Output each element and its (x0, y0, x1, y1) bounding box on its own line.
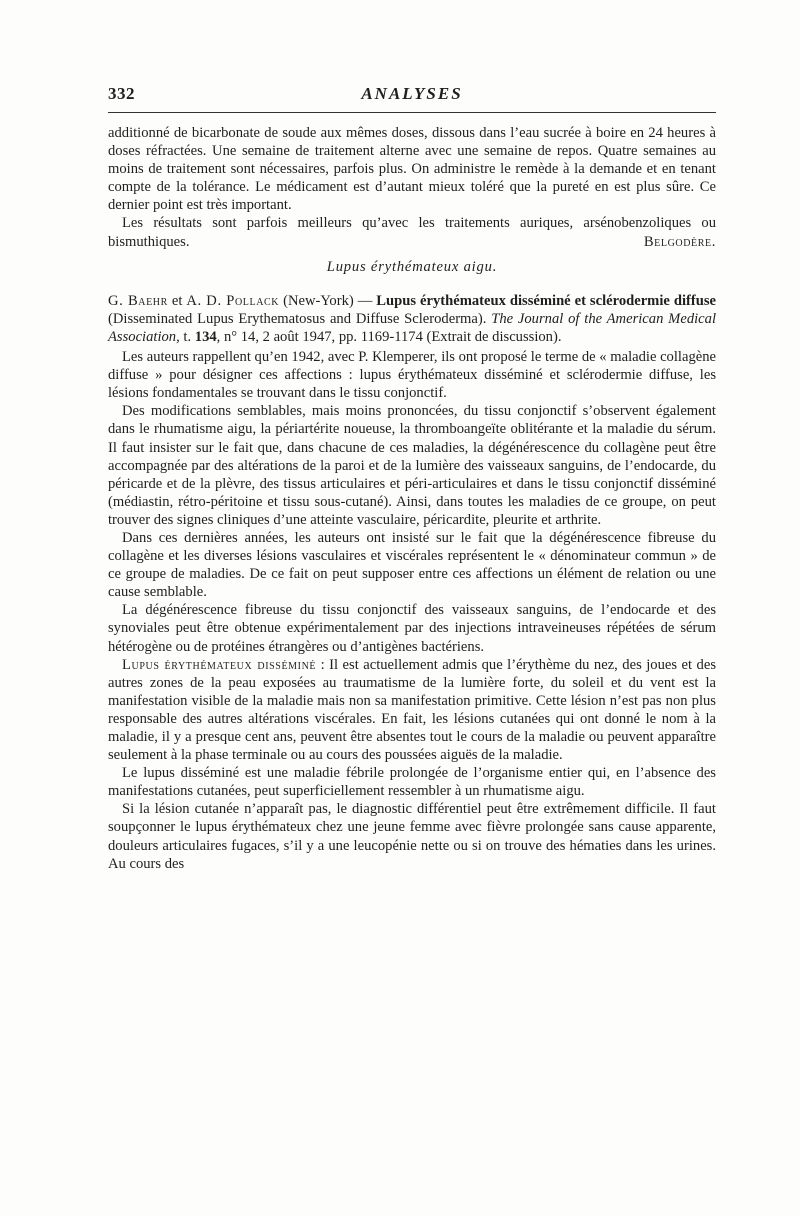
running-head: ANALYSES (361, 84, 463, 103)
paragraph-results (108, 214, 716, 250)
reference-author-2: A. D. Pollack (186, 292, 280, 309)
page-header (108, 84, 716, 108)
article-reference (108, 292, 716, 346)
section-title: Lupus érythémateux aigu. (326, 258, 498, 275)
paragraph-degeneration: La dégénérescence fibreuse du tissu conjonctif des vaisseaux sanguins, de l’endocarde et des synoviales peut être obtenue expérimentalement par des injections intraveineuses répétées de sérum hétérogène ou de protéines étrangères ou d’antigènes bactériens. (108, 602, 716, 655)
reference-title: Lupus érythémateux disséminé et sclérodermie diffuse (376, 292, 716, 309)
reference-volume-prefix: t. (179, 328, 195, 345)
reference-author-1: G. Baehr (108, 292, 168, 309)
paragraph-febrile: Le lupus disséminé est une maladie fébrile prolongée de l’organisme entier qui, en l’absence des manifestations cutanées, peut superficiellement ressembler à un rhumatisme aigu. (108, 765, 716, 800)
paragraph-modifications: Des modifications semblables, mais moins prononcées, du tissu conjonctif s’observent également dans le rhumatisme aigu, la périartérite noueuse, la thromboangeïte oblitérante et la maladie du sérum. Il faut insister sur le fait que, dans chacune de ces maladies, la dégénérescence du collagène peut être accompagnée par des altérations de la paroi et de la lumière des vaisseaux sanguins, de l’endocarde, du péricarde et de la plèvre, des tissus articulaires et péri-articulaires et dans le tissu conjonctif disséminé (médiastin, rétro-péritoine et tissu sous-cutané). Ainsi, dans toutes les maladies de ce groupe, on peut trouver des signes cliniques d’une atteinte vasculaire, péricardite, pleurite et arthrite. (108, 403, 716, 528)
paragraph-recent-years: Dans ces dernières années, les auteurs ont insisté sur le fait que la dégénérescence fibreuse du collagène et les diverses lésions vasculaires et viscérales représentent le « dénominateur commun » de ce groupe de maladies. De ce fait on peut supposer entre ces affections un élément de relation ou une cause semblable. (108, 529, 716, 601)
reference-volume: 134 (194, 328, 217, 345)
reference-journal: The Journal of the American Medical Association, (108, 310, 716, 345)
header-rule (108, 112, 716, 113)
paragraph-results-text: Les résultats sont parfois meilleurs qu’avec les traitements auriques, arsénobenzoliques ou bismuthiques. (108, 215, 716, 250)
paragraph-diagnosis: Si la lésion cutanée n’apparaît pas, le diagnostic différentiel peut être extrêmement difficile. Il faut soupçonner le lupus érythémateux chez une jeune femme avec fièvre prolongée sans cause apparente, douleurs articulaires fugaces, s’il y a une leucopénie nette ou si on trouve des hématies dans les urines. Au cours des (108, 801, 716, 872)
paragraph-lupus-disseminated (108, 656, 716, 765)
reference-translation: (Disseminated Lupus Erythematosus and Diffuse Scleroderma). (108, 310, 492, 327)
reference-details: , n° 14, 2 août 1947, pp. 1169-1174 (Extrait de discussion). (216, 328, 562, 345)
article-body (108, 124, 716, 873)
reference-place: (New-York) — (279, 292, 377, 309)
paragraph-terminology: Les auteurs rappellent qu’en 1942, avec P. Klemperer, ils ont proposé le terme de « maladie collagène diffuse » pour désigner ces affections : lupus érythémateux disséminé et sclérodermie diffuse, les lésions fondamentales se trouvant dans le tissu conjonctif. (108, 349, 716, 402)
paragraph-lead: Lupus érythémateux disséminé (122, 656, 317, 673)
page-number: 332 (108, 84, 135, 103)
reviewer-signature: Belgodère. (643, 233, 716, 250)
paragraph-continued: additionné de bicarbonate de soude aux mêmes doses, dissous dans l’eau sucrée à boire en 24 heures à doses réfractées. Une semaine de traitement alterne avec une semaine de repos. Quatre semaines au moins de traitement sont nécessaires, parfois plus. On administre le remède à la demande et en tenant compte de la tolérance. Le médicament est d’autant mieux toléré que la pureté en est plus sûre. Ce dernier point est très important. (108, 125, 716, 214)
reference-and: et (167, 292, 187, 309)
paragraph-lupus-text: : Il est actuellement admis que l’érythème du nez, des joues et des autres zones de la peau exposées au traumatisme de la lumière forte, du soleil et du vent est la manifestation visible de la maladie mais non sa manifestation primitive. Cette lésion n’est pas non plus responsable des autres altérations viscérales. En fait, les lésions cutanées qui ont donné le nom à la maladie, il y a presque cent ans, peuvent être absentes tout le cours de la maladie ou peuvent apparaître seulement à la phase terminale ou au cours des poussées aiguës de la maladie. (108, 656, 716, 764)
